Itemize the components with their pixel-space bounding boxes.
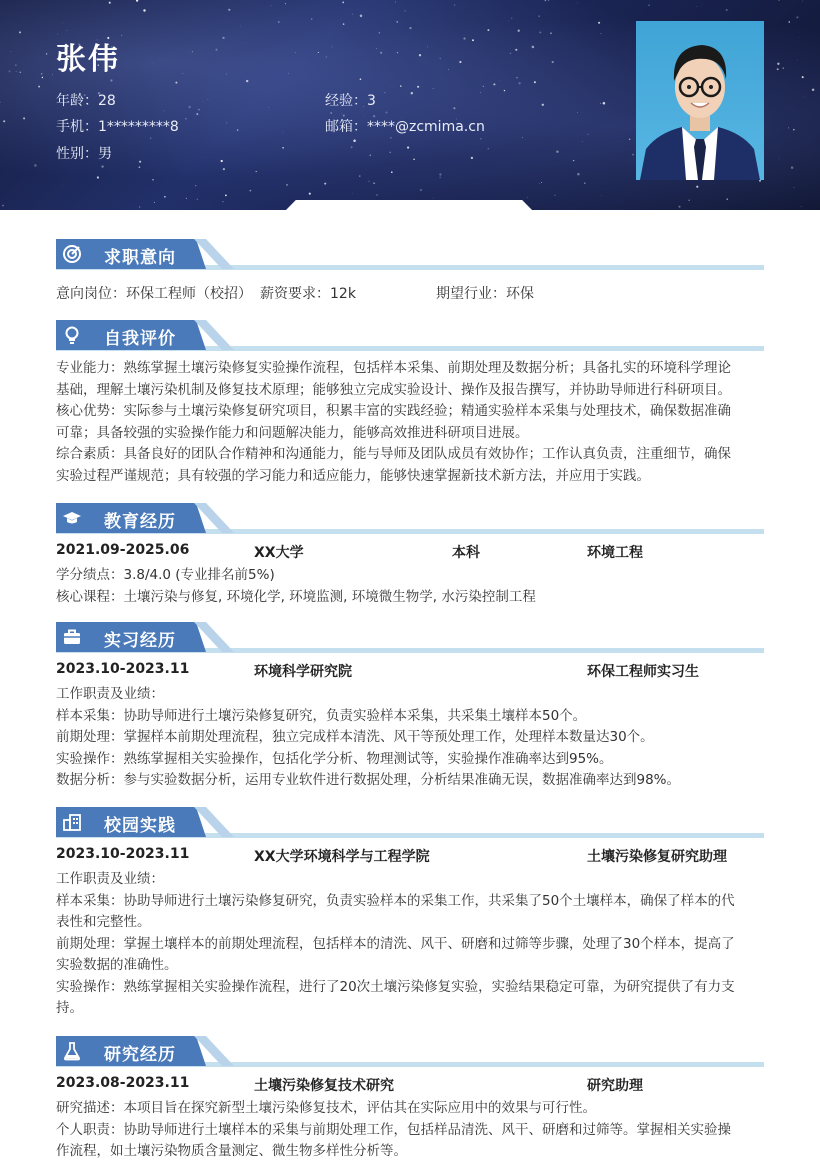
research-details bbox=[56, 1098, 766, 1160]
campus-details bbox=[56, 869, 766, 1020]
phone-label: 手机： bbox=[56, 119, 98, 135]
section-title: 研究经历 bbox=[104, 1045, 176, 1065]
text-line: 工作职责及业绩： bbox=[56, 871, 164, 887]
education-details bbox=[56, 565, 766, 608]
experience-field bbox=[325, 90, 376, 110]
education-school: XX大学 bbox=[254, 545, 304, 561]
text-line: 基础，理解土壤污染机制及修复技术原理；能够独立完成实验设计、操作及报告撰写，并协助导师进行科研项目。 bbox=[56, 381, 731, 398]
age-field bbox=[56, 90, 116, 110]
text-line: 实验操作：熟练掌握相关实验操作流程，进行了20次土壤污染修复实验，实验结果稳定可靠，为研究提供了有力支 bbox=[56, 978, 735, 995]
text-line: 实验数据的准确性。 bbox=[56, 957, 178, 973]
briefcase-icon bbox=[62, 627, 82, 647]
text-line: 样本采集：协助导师进行土壤污染修复研究，负责实验样本的采集工作，共采集了50个土壤样本，确保了样本的代 bbox=[56, 892, 735, 909]
target-icon bbox=[62, 244, 82, 264]
internship-details bbox=[56, 684, 766, 792]
education-date: 2021.09-2025.06 bbox=[56, 542, 190, 558]
text-line: 持。 bbox=[56, 1000, 83, 1016]
age-value: 28 bbox=[98, 93, 116, 109]
intent-industry: 期望行业：环保 bbox=[436, 286, 534, 302]
education-summary-row bbox=[56, 542, 766, 564]
education-degree: 本科 bbox=[452, 545, 480, 561]
text-line: 研究描述：本项目旨在探究新型土壤污染修复技术，评估其在实际应用中的效果与可行性。 bbox=[56, 1100, 596, 1116]
email-field bbox=[325, 116, 485, 136]
campus-date: 2023.10-2023.11 bbox=[56, 846, 190, 862]
bulb-icon bbox=[62, 325, 82, 345]
email-value: ****@zcmima.cn bbox=[367, 119, 485, 135]
experience-value: 3 bbox=[367, 93, 376, 109]
text-line: 核心优势：实际参与土壤污染修复研究项目，积累丰富的实践经验；精通实验样本采集与处理技术，确保数据准确 bbox=[56, 403, 731, 419]
section-header-internship bbox=[56, 622, 764, 656]
campus-role: 土壤污染修复研究助理 bbox=[587, 849, 727, 865]
research-date: 2023.08-2023.11 bbox=[56, 1075, 190, 1091]
gender-label: 性别： bbox=[56, 146, 98, 162]
intent-position: 意向岗位：环保工程师（校招） bbox=[56, 286, 252, 302]
research-project: 土壤污染修复技术研究 bbox=[254, 1078, 394, 1094]
text-line: 可靠；具备较强的实验操作能力和问题解决能力，能够高效推进科研项目进展。 bbox=[56, 424, 529, 441]
section-title: 教育经历 bbox=[104, 512, 176, 532]
internship-date: 2023.10-2023.11 bbox=[56, 661, 190, 677]
flask-icon bbox=[62, 1041, 82, 1061]
section-header-campus bbox=[56, 807, 764, 841]
section-header-intent bbox=[56, 239, 764, 273]
education-major: 环境工程 bbox=[587, 545, 643, 561]
gender-field bbox=[56, 143, 112, 163]
email-label: 邮箱： bbox=[325, 119, 367, 135]
self-eval-text bbox=[56, 358, 766, 487]
candidate-name: 张伟 bbox=[56, 42, 120, 77]
avatar-illustration bbox=[636, 21, 764, 180]
gender-value: 男 bbox=[98, 146, 112, 162]
section-header-self-eval bbox=[56, 320, 764, 354]
internship-org: 环境科学研究院 bbox=[254, 664, 352, 680]
section-header-education bbox=[56, 503, 764, 537]
section-title: 求职意向 bbox=[104, 248, 176, 268]
research-role: 研究助理 bbox=[587, 1078, 643, 1094]
internship-summary-row bbox=[56, 661, 766, 683]
section-title: 自我评价 bbox=[104, 329, 176, 349]
text-line: 实验操作：熟练掌握相关实验操作，包括化学分析、物理测试等，实验操作准确率达到95%。 bbox=[56, 750, 613, 767]
intent-salary: 薪资要求：12k bbox=[260, 286, 356, 302]
text-line: 学分绩点：3.8/4.0 (专业排名前5%) bbox=[56, 567, 275, 583]
campus-org: XX大学环境科学与工程学院 bbox=[254, 849, 430, 865]
banner-notch bbox=[286, 200, 532, 210]
text-line: 个人职责：协助导师进行土壤样本的采集与前期处理工作，包括样品清洗、风干、研磨和过筛等。掌握相关实验操 bbox=[56, 1121, 731, 1138]
text-line: 表性和完整性。 bbox=[56, 914, 151, 930]
text-line: 综合素质：具备良好的团队合作精神和沟通能力，能与导师及团队成员有效协作；工作认真负责，注重细节，确保 bbox=[56, 446, 731, 462]
section-title: 实习经历 bbox=[104, 631, 176, 651]
age-label: 年龄： bbox=[56, 93, 98, 109]
experience-label: 经验： bbox=[325, 93, 367, 109]
text-line: 前期处理：掌握土壤样本的前期处理流程，包括样本的清洗、风干、研磨和过筛等步骤，处理了30个样本，提高了 bbox=[56, 935, 735, 952]
building-icon bbox=[62, 812, 82, 832]
section-header-research bbox=[56, 1036, 764, 1070]
text-line: 工作职责及业绩： bbox=[56, 686, 164, 702]
section-title: 校园实践 bbox=[104, 816, 176, 836]
text-line: 前期处理：掌握样本前期处理流程，独立完成样本清洗、风干等预处理工作，处理样本数量达30个。 bbox=[56, 729, 654, 745]
profile-photo bbox=[636, 21, 764, 180]
text-line: 数据分析：参与实验数据分析，运用专业软件进行数据处理，分析结果准确无误，数据准确率达到98%。 bbox=[56, 772, 681, 788]
campus-summary-row bbox=[56, 846, 766, 868]
phone-value: 1*********8 bbox=[98, 119, 179, 135]
header-banner bbox=[0, 0, 820, 210]
research-summary-row bbox=[56, 1075, 766, 1097]
text-line: 专业能力：熟练掌握土壤污染修复实验操作流程，包括样本采集、前期处理及数据分析；具备扎实的环境科学理论 bbox=[56, 360, 731, 376]
internship-role: 环保工程师实习生 bbox=[587, 664, 699, 680]
graduation-cap-icon bbox=[62, 508, 82, 528]
text-line: 作流程，如土壤污染物质含量测定、微生物多样性分析等。 bbox=[56, 1143, 407, 1159]
text-line: 实验过程严谨规范；具有较强的学习能力和适应能力，能够快速掌握新技术新方法，并应用于实践。 bbox=[56, 467, 650, 484]
text-line: 样本采集：协助导师进行土壤污染修复研究，负责实验样本采集，共采集土壤样本50个。 bbox=[56, 707, 587, 724]
text-line: 核心课程：土壤污染与修复, 环境化学, 环境监测, 环境微生物学, 水污染控制工程 bbox=[56, 588, 536, 605]
phone-field bbox=[56, 116, 179, 136]
